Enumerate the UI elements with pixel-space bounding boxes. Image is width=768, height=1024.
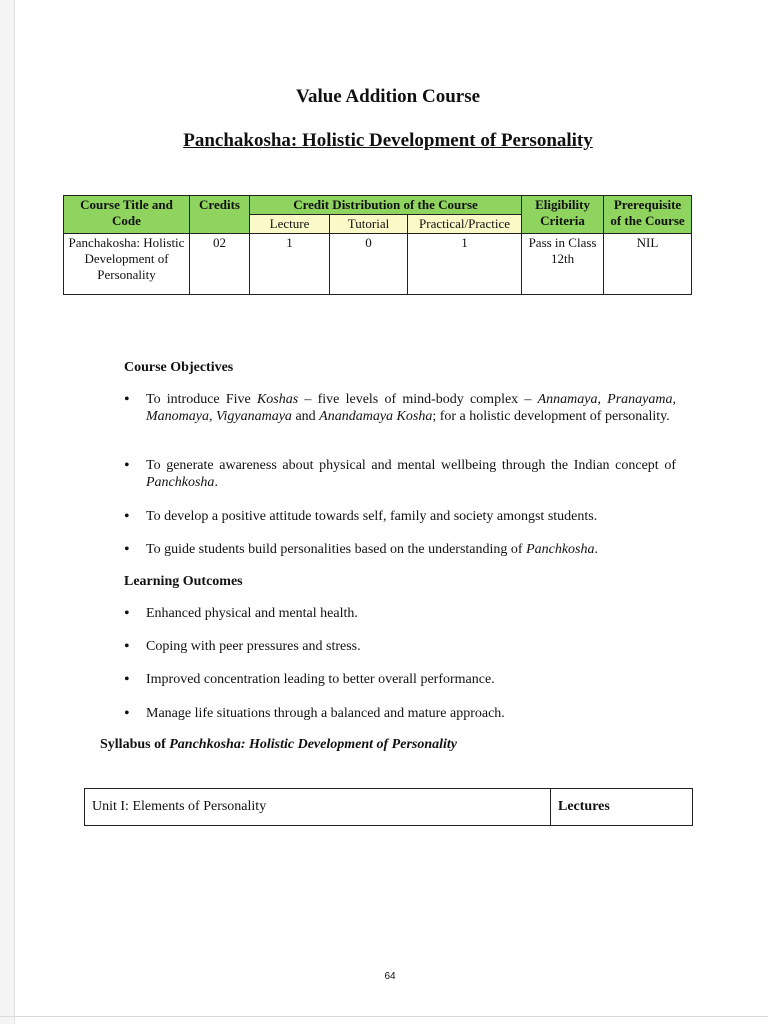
header-prerequisite: Prerequisite of the Course [604, 196, 692, 234]
syllabus-heading: Syllabus of Panchkosha: Holistic Development of Personality [100, 737, 458, 752]
objectives-heading: Course Objectives [124, 360, 234, 375]
cell-title-code: Panchakosha: Holistic Development of Personality [64, 234, 190, 295]
list-item: • To guide students build personalities based on the understanding of Panchkosha. [124, 541, 676, 558]
header-credits: Credits [190, 196, 250, 234]
syllabus-unit-table [84, 788, 693, 826]
objectives-list-3 [124, 508, 676, 525]
unit-title-cell: Unit I: Elements of Personality [85, 789, 551, 826]
table-row [85, 789, 693, 826]
list-item: • Enhanced physical and mental health. [124, 605, 676, 622]
cell-credits: 02 [190, 234, 250, 295]
objectives-list [124, 391, 676, 425]
outcomes-list [124, 605, 676, 622]
header-credit-distribution: Credit Distribution of the Course [250, 196, 522, 215]
outcomes-heading: Learning Outcomes [124, 574, 243, 589]
list-item: • To develop a positive attitude towards self, family and society amongst students. [124, 508, 676, 525]
lectures-header-cell: Lectures [551, 789, 693, 826]
table-header-row [64, 196, 692, 215]
document-title: Value Addition Course [295, 86, 481, 107]
cell-lecture: 1 [250, 234, 330, 295]
outcomes-list-4 [124, 705, 676, 722]
list-item: • Improved concentration leading to better overall performance. [124, 671, 676, 688]
cell-tutorial: 0 [330, 234, 408, 295]
cell-practical: 1 [408, 234, 522, 295]
list-item: • To generate awareness about physical and mental wellbeing through the Indian concept of Panchkosha. [124, 457, 676, 491]
objectives-list-2 [124, 457, 676, 491]
document-subtitle: Panchakosha: Holistic Development of Personality [183, 130, 593, 151]
course-details-table [63, 195, 692, 295]
list-item: • To introduce Five Koshas – five levels of mind-body complex – Annamaya, Pranayama, Manomaya, Vigyanamaya and Anandamaya Kosha; for a holistic development of personality. [124, 391, 676, 425]
cell-prerequisite: NIL [604, 234, 692, 295]
viewer-left-margin [0, 0, 15, 1024]
header-lecture: Lecture [250, 215, 330, 234]
table-row [64, 234, 692, 295]
header-tutorial: Tutorial [330, 215, 408, 234]
list-item: • Manage life situations through a balanced and mature approach. [124, 705, 676, 722]
list-item: • Coping with peer pressures and stress. [124, 638, 676, 655]
outcomes-list-2 [124, 638, 676, 655]
page-number: 64 [384, 971, 396, 982]
header-eligibility: Eligibility Criteria [522, 196, 604, 234]
outcomes-list-3 [124, 671, 676, 688]
page-bottom-edge [0, 1016, 768, 1017]
objectives-list-4 [124, 541, 676, 558]
header-practical: Practical/Practice [408, 215, 522, 234]
header-title-code: Course Title and Code [64, 196, 190, 234]
cell-eligibility: Pass in Class 12th [522, 234, 604, 295]
